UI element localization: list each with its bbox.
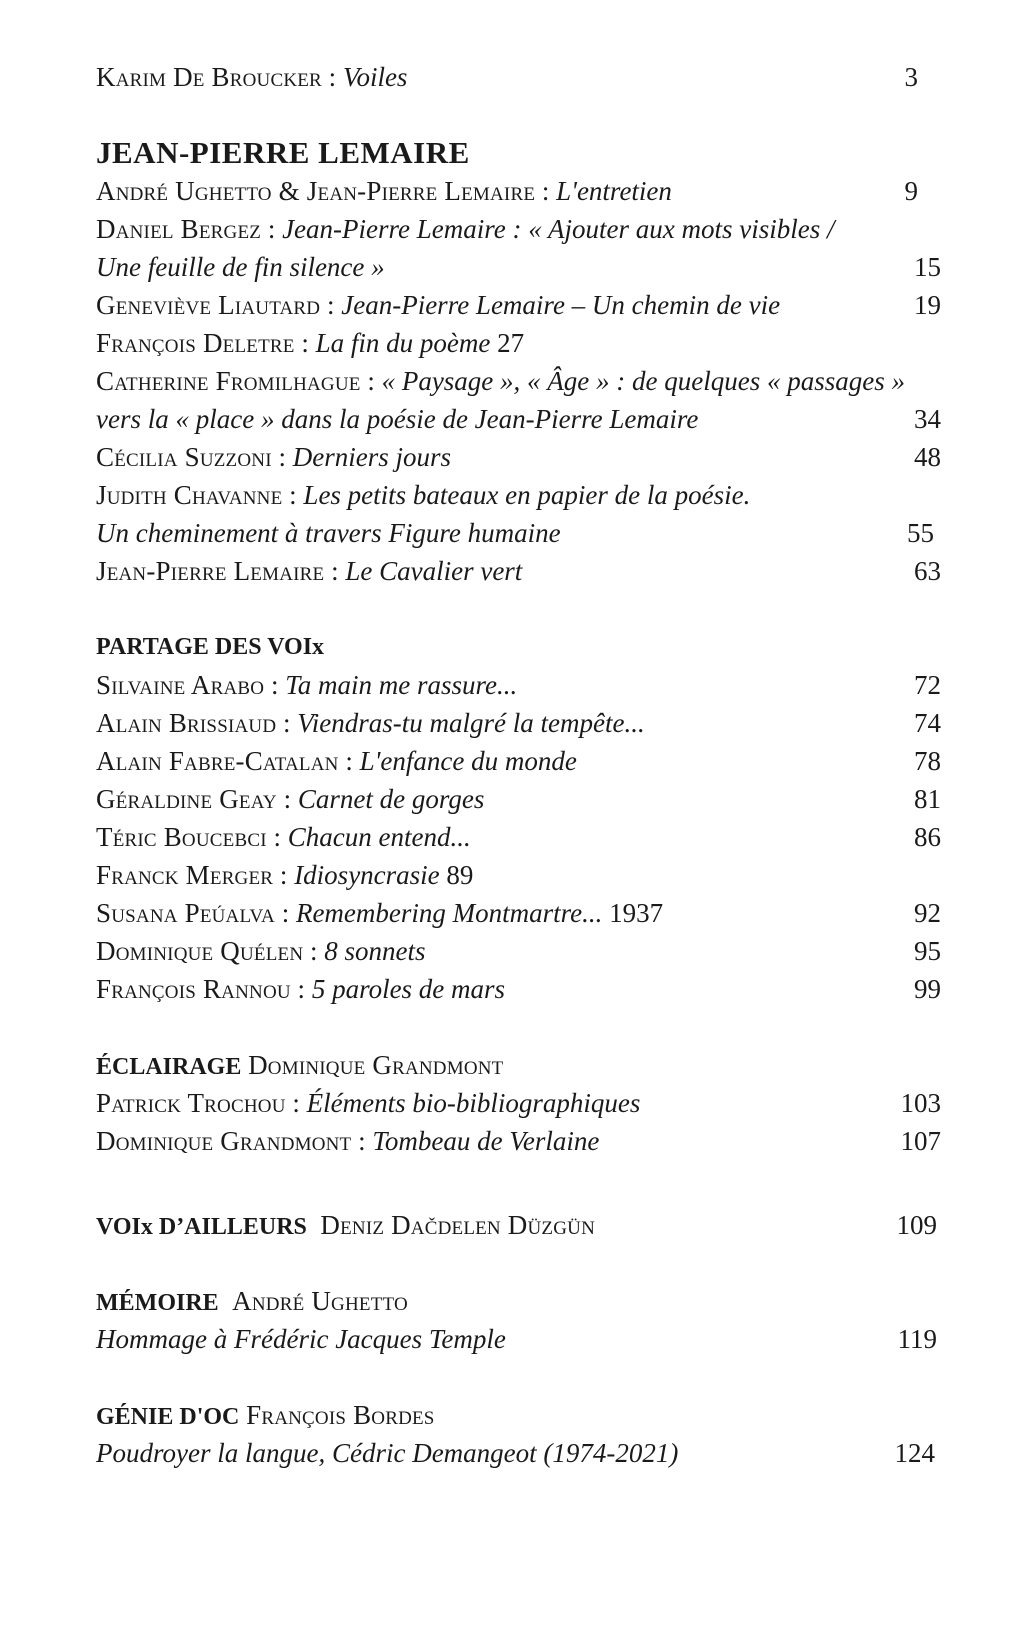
entry-author: Téric Boucebci <box>96 822 267 852</box>
entry-author: Silvaine Arabo <box>96 670 265 700</box>
entry-page: 103 <box>900 1088 941 1118</box>
entry-title: Tombeau de Verlaine <box>372 1126 600 1156</box>
entry-author: Karim De Broucker <box>96 62 322 92</box>
entry-author: Jean-Pierre Lemaire <box>96 556 325 586</box>
entry-title: Les petits bateaux en papier de la poésie. <box>303 480 751 510</box>
entry-author: Alain Fabre-Catalan <box>96 746 339 776</box>
section-heading-row <box>96 1281 944 1321</box>
section-heading-row <box>96 1045 944 1085</box>
entry-page: 89 <box>446 860 474 890</box>
toc-entry: Susana Peúalva : Remembering Montmartre... 1937 92 <box>96 893 944 933</box>
entry-page: 92 <box>914 898 941 928</box>
section-subject: Deniz Dačdelen Düzgün <box>320 1210 595 1240</box>
entry-title: Un cheminement à travers Figure humaine <box>96 518 561 548</box>
toc-entry: Karim De Broucker : Voiles 3 <box>96 57 944 97</box>
entry-page: 81 <box>914 784 941 814</box>
toc-entry: Alain Fabre-Catalan : L'enfance du monde 78 <box>96 741 944 781</box>
entry-page: 34 <box>914 404 941 434</box>
entry-page: 15 <box>914 252 941 282</box>
entry-title: Le Cavalier vert <box>345 556 523 586</box>
entry-title: L'entretien <box>556 176 672 206</box>
entry-title: Chacun entend... <box>287 822 471 852</box>
toc-entry: Franck Merger : Idiosyncrasie 89 <box>96 860 474 890</box>
entry-title: Voiles <box>342 62 408 92</box>
entry-title: L'enfance du monde <box>359 746 577 776</box>
toc-entry <box>96 1319 944 1359</box>
entry-page: 55 <box>907 518 934 548</box>
entry-title: Hommage à Frédéric Jacques Temple <box>96 1324 506 1354</box>
entry-page: 72 <box>914 670 941 700</box>
toc-entry: Patrick Trochou : Éléments bio-bibliographiques 103 <box>96 1083 944 1123</box>
entry-page: 48 <box>914 442 941 472</box>
entry-title: Idiosyncrasie <box>294 860 440 890</box>
toc-entry: Daniel Bergez : Jean-Pierre Lemaire : « Ajouter aux mots visibles / <box>96 214 835 244</box>
entry-page: 19 <box>914 290 941 320</box>
toc-entry: Judith Chavanne : Les petits bateaux en papier de la poésie. <box>96 480 751 510</box>
toc-entry: François Deletre : La fin du poème 27 <box>96 328 525 358</box>
entry-page: 63 <box>914 556 941 586</box>
section-heading-row <box>96 1395 944 1435</box>
entry-author: Daniel Bergez <box>96 214 262 244</box>
entry-page: 107 <box>900 1126 941 1156</box>
entry-year: 1937 <box>609 898 664 928</box>
entry-author: Cécilia Suzzoni <box>96 442 272 472</box>
entry-page: 99 <box>914 974 941 1004</box>
section-heading-row <box>96 1205 944 1245</box>
section-subject: André Ughetto <box>232 1286 408 1316</box>
entry-page: 74 <box>914 708 941 738</box>
toc-entry: André Ughetto & Jean-Pierre Lemaire : L'entretien 9 <box>96 171 944 211</box>
entry-page: 86 <box>914 822 941 852</box>
entry-author: François Deletre <box>96 328 295 358</box>
entry-author: Dominique Quélen <box>96 936 304 966</box>
entry-page: 27 <box>497 328 525 358</box>
entry-page: 124 <box>894 1438 935 1468</box>
toc-entry-continued <box>96 513 944 553</box>
toc-entry: Geneviève Liautard : Jean-Pierre Lemaire – Un chemin de vie 19 <box>96 285 944 325</box>
entry-title: Derniers jours <box>292 442 452 472</box>
section-heading: GÉNIE D'OC <box>96 1404 240 1430</box>
entry-title: Jean-Pierre Lemaire – Un chemin de vie <box>341 290 781 320</box>
entry-author: Patrick Trochou <box>96 1088 286 1118</box>
entry-title: « Paysage », « Âge » : de quelques « passages » <box>381 366 905 396</box>
entry-title: Une feuille de fin silence » <box>96 252 385 282</box>
entry-title: 5 paroles de mars <box>311 974 506 1004</box>
toc-entry <box>96 1433 944 1473</box>
section-heading: VOIx D’AILLEURS <box>96 1214 307 1240</box>
toc-entry: Alain Brissiaud : Viendras-tu malgré la tempête... 74 <box>96 703 944 743</box>
entry-author: François Rannou <box>96 974 291 1004</box>
section-subject: François Bordes <box>246 1400 435 1430</box>
entry-author: Judith Chavanne <box>96 480 283 510</box>
entry-title: Viendras-tu malgré la tempête... <box>297 708 645 738</box>
entry-author: Dominique Grandmont <box>96 1126 352 1156</box>
toc-entry: Dominique Quélen : 8 sonnets 95 <box>96 931 944 971</box>
section-heading: MÉMOIRE <box>96 1290 219 1316</box>
entry-title: La fin du poème <box>315 328 491 358</box>
entry-author: Geneviève Liautard <box>96 290 321 320</box>
section-subject: Dominique Grandmont <box>248 1050 504 1080</box>
entry-page: 109 <box>896 1210 937 1240</box>
entry-page: 95 <box>914 936 941 966</box>
entry-page: 3 <box>904 62 918 92</box>
entry-author: Catherine Fromilhague <box>96 366 361 396</box>
toc-entry: Géraldine Geay : Carnet de gorges 81 <box>96 779 944 819</box>
entry-page: 78 <box>914 746 941 776</box>
entry-author: Franck Merger <box>96 860 274 890</box>
toc-entry: Téric Boucebci : Chacun entend... 86 <box>96 817 944 857</box>
entry-title: vers la « place » dans la poésie de Jean-Pierre Lemaire <box>96 404 699 434</box>
toc-entry: Silvaine Arabo : Ta main me rassure... 72 <box>96 665 944 705</box>
toc-entry: Jean-Pierre Lemaire : Le Cavalier vert 63 <box>96 551 944 591</box>
toc-entry-continued <box>96 399 944 439</box>
toc-entry: Cécilia Suzzoni : Derniers jours 48 <box>96 437 944 477</box>
entry-author: Susana Peúalva <box>96 898 275 928</box>
toc-entry: Catherine Fromilhague : « Paysage », « Âge » : de quelques « passages » <box>96 366 905 396</box>
toc-entry: François Rannou : 5 paroles de mars 99 <box>96 969 944 1009</box>
section-heading: JEAN-PIERRE LEMAIRE <box>96 135 470 170</box>
entry-page: 119 <box>897 1324 937 1354</box>
section-heading: ÉCLAIRAGE <box>96 1054 242 1080</box>
entry-title: 8 sonnets <box>324 936 426 966</box>
entry-author: Alain Brissiaud <box>96 708 277 738</box>
entry-title: Carnet de gorges <box>297 784 485 814</box>
toc-entry-continued <box>96 247 944 287</box>
entry-title: Éléments bio-bibliographiques <box>306 1088 641 1118</box>
entry-page: 9 <box>904 176 918 206</box>
entry-title: Jean-Pierre Lemaire : « Ajouter aux mots visibles / <box>282 214 835 244</box>
entry-title: Poudroyer la langue, Cédric Demangeot (1974-2021) <box>96 1438 679 1468</box>
entry-author: Géraldine Geay <box>96 784 277 814</box>
toc-entry: Dominique Grandmont : Tombeau de Verlaine 107 <box>96 1121 944 1161</box>
entry-title: Ta main me rassure... <box>285 670 518 700</box>
entry-author: André Ughetto & Jean-Pierre Lemaire <box>96 176 536 206</box>
section-heading: PARTAGE DES VOIx <box>96 634 325 660</box>
entry-title: Remembering Montmartre... <box>295 898 603 928</box>
